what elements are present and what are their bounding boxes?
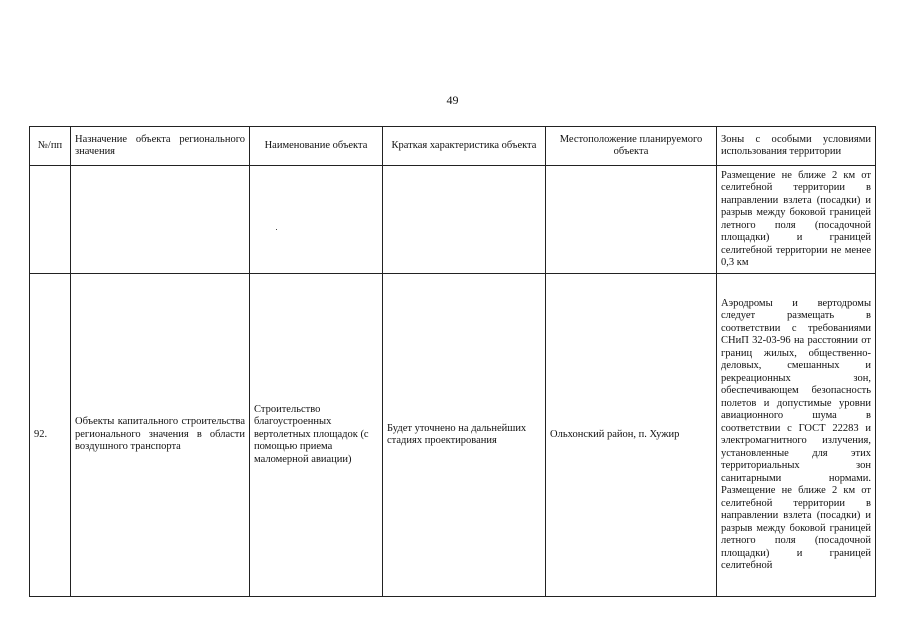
cell-num: 92. — [30, 274, 71, 597]
cell-location: Ольхонский район, п. Хужир — [546, 274, 717, 597]
cell-num — [30, 166, 71, 274]
table-header — [30, 127, 876, 166]
header-zones: Зоны с особыми условиями использования территории — [717, 127, 876, 166]
cell-zones: Размещение не ближе 2 км от селитебной территории в направлении взлета (посадки) и разрыв между боковой границей летного поля (посадочной площадки) и границей селитебной территории не менее 0,3 км — [717, 166, 876, 274]
cell-purpose — [71, 166, 250, 274]
cell-name: Строительство благоустроенных вертолетных площадок (с помощью приема маломерной авиации) — [250, 274, 383, 597]
cell-description: Будет уточнено на дальнейших стадиях проектирования — [383, 274, 546, 597]
regional-objects-table — [29, 126, 876, 597]
page-number: 49 — [446, 93, 459, 107]
cell-description — [383, 166, 546, 274]
header-purpose: Назначение объекта регионального значения — [71, 127, 250, 166]
header-row — [30, 127, 876, 166]
header-description: Краткая характеристика объекта — [383, 127, 546, 166]
cell-name — [250, 166, 383, 274]
table-row-continued — [30, 166, 876, 274]
scan-speck — [276, 229, 277, 230]
cell-purpose: Объекты капитального строительства регионального значения в области воздушного транспорта — [71, 274, 250, 597]
cell-zones: Аэродромы и вертодромы следует размещать в соответствии с требованиями СНиП 32-03-96 на расстоянии от границ жилых, общественно-деловых, смешанных и рекреационных зон, обеспечивающем безопасность полетов и допустимые уровни авиационного шума в соответствии с ГОСТ 22283 и электромагнитного излучения, установленные для этих территориальных зон санитарными нормами. Размещение не ближе 2 км от селитебной территории в направлении взлета (посадки) и разрыв между боковой границей летного поля (посадочной площадки) и границей селитебной — [717, 274, 876, 597]
header-num: №/пп — [30, 127, 71, 166]
header-location: Местоположение планируемого объекта — [546, 127, 717, 166]
cell-location — [546, 166, 717, 274]
table-row-92 — [30, 274, 876, 597]
header-name: Наименование объекта — [250, 127, 383, 166]
